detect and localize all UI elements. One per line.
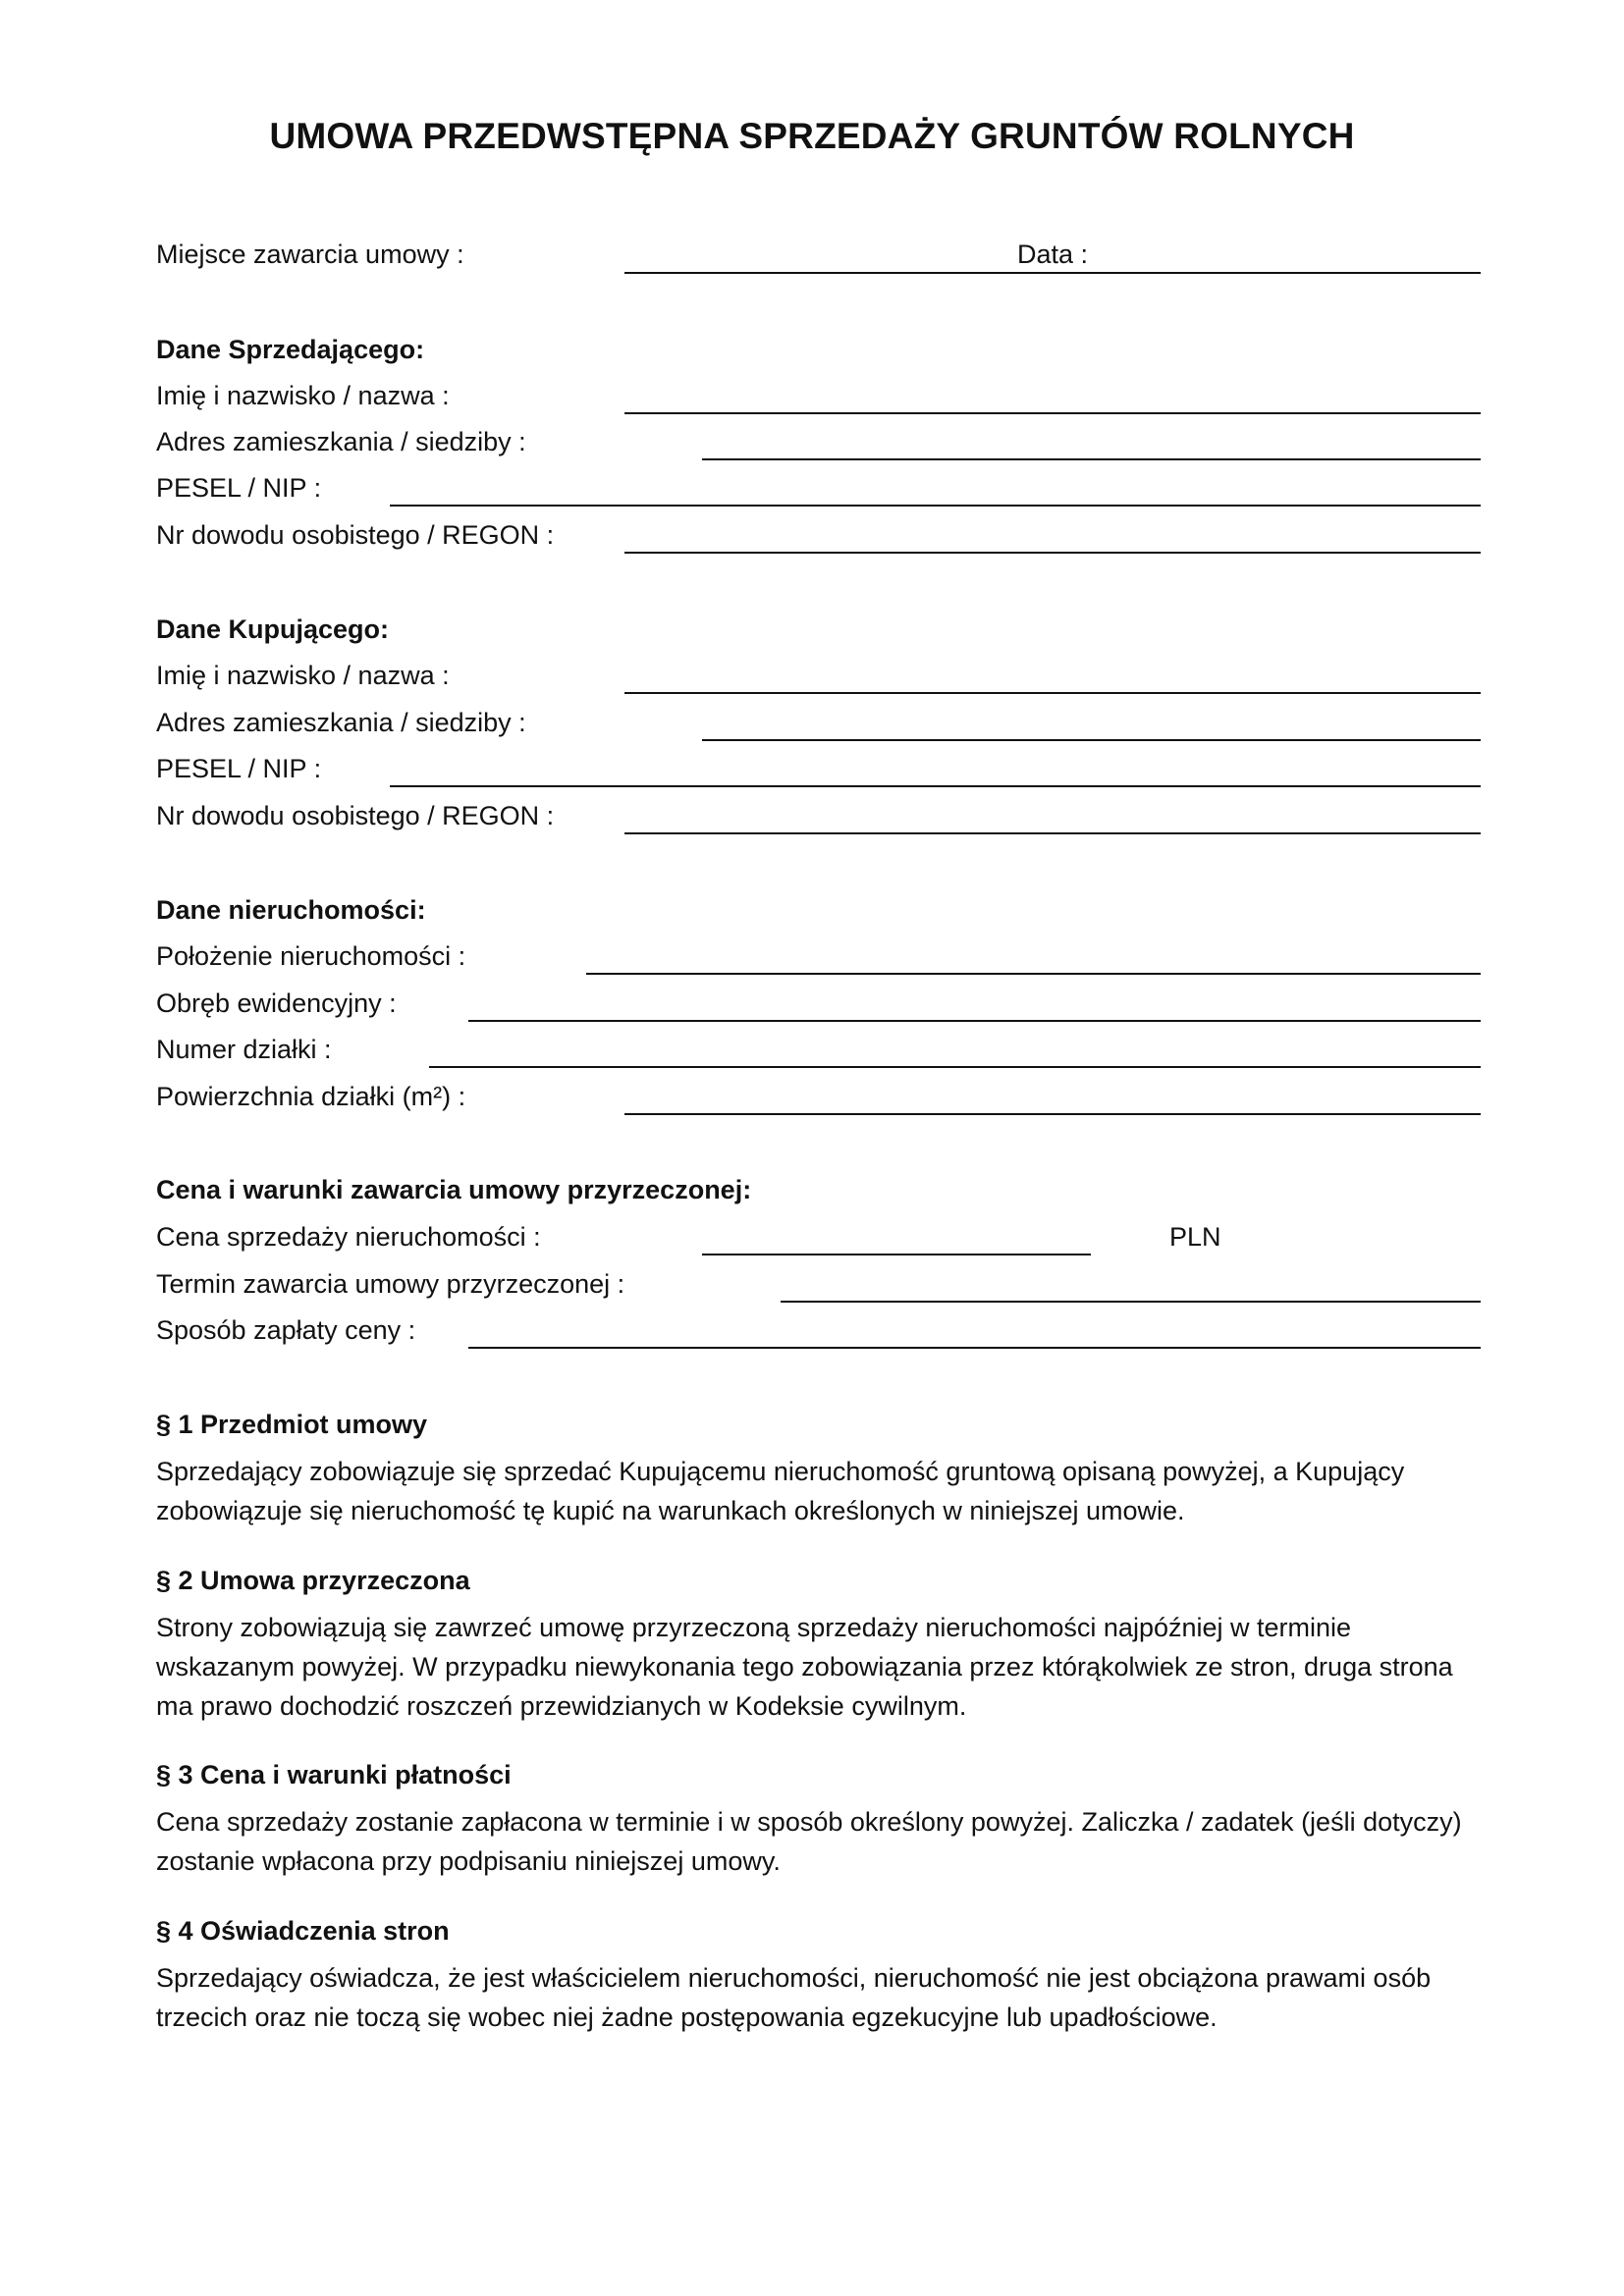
property-plot-label: Numer działki : xyxy=(156,1035,332,1064)
property-plot-field[interactable] xyxy=(429,1066,1481,1068)
payment-field[interactable] xyxy=(468,1347,1481,1349)
seller-address-field[interactable] xyxy=(702,458,1481,460)
property-area-field[interactable] xyxy=(624,1113,1481,1115)
clause-2-heading: § 2 Umowa przyrzeczona xyxy=(156,1566,470,1595)
buyer-address-field[interactable] xyxy=(702,739,1481,741)
seller-address-label: Adres zamieszkania / siedziby : xyxy=(156,427,526,456)
place-field[interactable] xyxy=(624,272,1481,274)
price-heading: Cena i warunki zawarcia umowy przyrzeczonej: xyxy=(156,1175,752,1204)
clause-3-text: Cena sprzedaży zostanie zapłacona w terminie i w sposób określony powyżej. Zaliczka / zadatek (jeśli dotyczy) zostanie wpłacona przy podpisaniu niniejszej umowy. xyxy=(156,1807,1462,1876)
seller-pesel-label: PESEL / NIP : xyxy=(156,473,322,503)
clause-3-heading: § 3 Cena i warunki płatności xyxy=(156,1760,512,1789)
date-label: Data : xyxy=(1013,241,1092,268)
property-area-label: Powierzchnia działki (m²) : xyxy=(156,1082,466,1111)
price-label: Cena sprzedaży nieruchomości : xyxy=(156,1222,541,1252)
buyer-name-label: Imię i nazwisko / nazwa : xyxy=(156,661,450,690)
clause-4-heading: § 4 Oświadczenia stron xyxy=(156,1916,450,1946)
document-title: UMOWA PRZEDWSTĘPNA SPRZEDAŻY GRUNTÓW ROLNYCH xyxy=(269,116,1355,156)
payment-label: Sposób zapłaty ceny : xyxy=(156,1315,416,1345)
term-label: Termin zawarcia umowy przyrzeczonej : xyxy=(156,1269,625,1299)
buyer-id-label: Nr dowodu osobistego / REGON : xyxy=(156,801,555,830)
buyer-address-label: Adres zamieszkania / siedziby : xyxy=(156,708,526,737)
property-precinct-label: Obręb ewidencyjny : xyxy=(156,988,397,1018)
seller-name-label: Imię i nazwisko / nazwa : xyxy=(156,381,450,410)
seller-heading: Dane Sprzedającego: xyxy=(156,335,425,364)
buyer-heading: Dane Kupującego: xyxy=(156,614,390,644)
property-heading: Dane nieruchomości: xyxy=(156,895,426,925)
price-currency: PLN xyxy=(1169,1222,1221,1252)
buyer-pesel-label: PESEL / NIP : xyxy=(156,754,322,783)
property-location-label: Położenie nieruchomości : xyxy=(156,941,466,971)
price-field[interactable] xyxy=(702,1254,1091,1255)
term-field[interactable] xyxy=(781,1301,1481,1303)
buyer-id-field[interactable] xyxy=(624,832,1481,834)
property-location-field[interactable] xyxy=(586,973,1481,975)
buyer-pesel-field[interactable] xyxy=(390,785,1481,787)
seller-name-field[interactable] xyxy=(624,412,1481,414)
property-precinct-field[interactable] xyxy=(468,1020,1481,1022)
seller-id-field[interactable] xyxy=(624,552,1481,554)
seller-pesel-field[interactable] xyxy=(390,505,1481,507)
seller-id-label: Nr dowodu osobistego / REGON : xyxy=(156,520,555,550)
clause-2-text: Strony zobowiązują się zawrzeć umowę przyrzeczoną sprzedaży nieruchomości najpóźniej w terminie wskazanym powyżej. W przypadku niewykonania tego zobowiązania przez którąkolwiek ze stron, druga strona ma prawo dochodzić roszczeń przewidzianych w Kodeksie cywilnym. xyxy=(156,1613,1453,1721)
clause-1-heading: § 1 Przedmiot umowy xyxy=(156,1410,428,1439)
buyer-name-field[interactable] xyxy=(624,692,1481,694)
clause-4-text: Sprzedający oświadcza, że jest właścicielem nieruchomości, nieruchomość nie jest obciążona prawami osób trzecich oraz nie toczą się wobec niej żadne postępowania egzekucyjne lub upadłościowe. xyxy=(156,1963,1432,2032)
place-label: Miejsce zawarcia umowy : xyxy=(156,240,464,269)
clause-1-text: Sprzedający zobowiązuje się sprzedać Kupującemu nieruchomość gruntową opisaną powyżej, a Kupujący zobowiązuje się nieruchomość tę kupić na warunkach określonych w niniejszej umowie. xyxy=(156,1457,1405,1525)
